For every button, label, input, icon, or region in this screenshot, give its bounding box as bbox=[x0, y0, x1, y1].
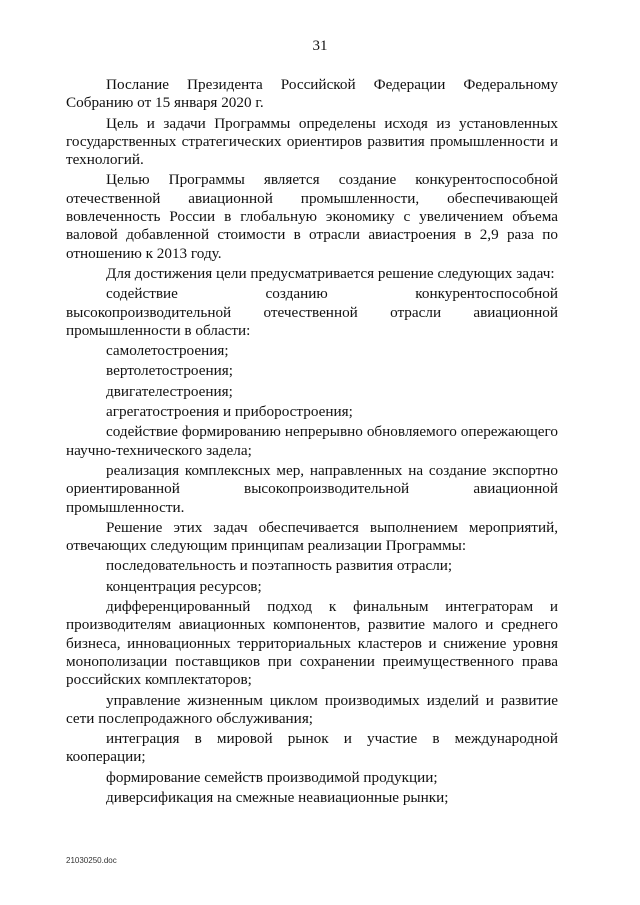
paragraph: агрегатостроения и приборостроения; bbox=[106, 403, 353, 421]
paragraph: Цель и задачи Программы определены исходя из установленных государственных стратегических ориентиров развития промышленности и технологий. bbox=[66, 114, 558, 169]
paragraph: дифференцированный подход к финальным интеграторам и производителям авиационных компонентов, развитие малого и среднего бизнеса, инновационных территориальных кластеров и снижение уровня монополизации поставщиков при сохранении преимущественного права российских комплектаторов; bbox=[66, 598, 558, 689]
paragraph: содействие формированию непрерывно обновляемого опережающего научно-технического задела; bbox=[66, 423, 558, 459]
paragraph: концентрация ресурсов; bbox=[106, 577, 262, 595]
paragraph: двигателестроения; bbox=[106, 382, 233, 400]
paragraph: Решение этих задач обеспечивается выполнением мероприятий, отвечающих следующим принципам реализации Программы: bbox=[66, 518, 558, 555]
paragraph: Послание Президента Российской Федерации Федеральному Собранию от 15 января 2020 г. bbox=[66, 76, 558, 112]
paragraph: реализация комплексных мер, направленных на создание экспортно ориентированной высокопроизводительной авиационной промышленности. bbox=[66, 461, 558, 516]
page-number: 31 bbox=[312, 38, 328, 54]
paragraph: содействие созданию конкурентоспособной высокопроизводительной отечественной отрасли авиационной промышленности в области: bbox=[66, 285, 558, 339]
paragraph: интеграция в мировой рынок и участие в международной кооперации; bbox=[66, 730, 558, 766]
paragraph: вертолетостроения; bbox=[106, 362, 233, 380]
footer-filename: 21030250.doc bbox=[66, 856, 117, 865]
paragraph: диверсификация на смежные неавиационные рынки; bbox=[106, 788, 449, 806]
paragraph: Целью Программы является создание конкурентоспособной отечественной авиационной промышленности, обеспечивающей вовлеченность России в глобальную экономику с увеличением объема валовой добавленной стоимости в отрасли авиастроения в 2,9 раза по отношению к 2013 году. bbox=[66, 171, 558, 262]
paragraph: самолетостроения; bbox=[106, 342, 229, 360]
paragraph: формирование семейств производимой продукции; bbox=[106, 768, 438, 786]
paragraph: управление жизненным циклом производимых изделий и развитие сети послепродажного обслуживания; bbox=[66, 691, 558, 727]
paragraph: Для достижения цели предусматривается решение следующих задач: bbox=[106, 264, 555, 282]
paragraph: последовательность и поэтапность развития отрасли; bbox=[106, 557, 453, 575]
document-body bbox=[66, 76, 558, 809]
